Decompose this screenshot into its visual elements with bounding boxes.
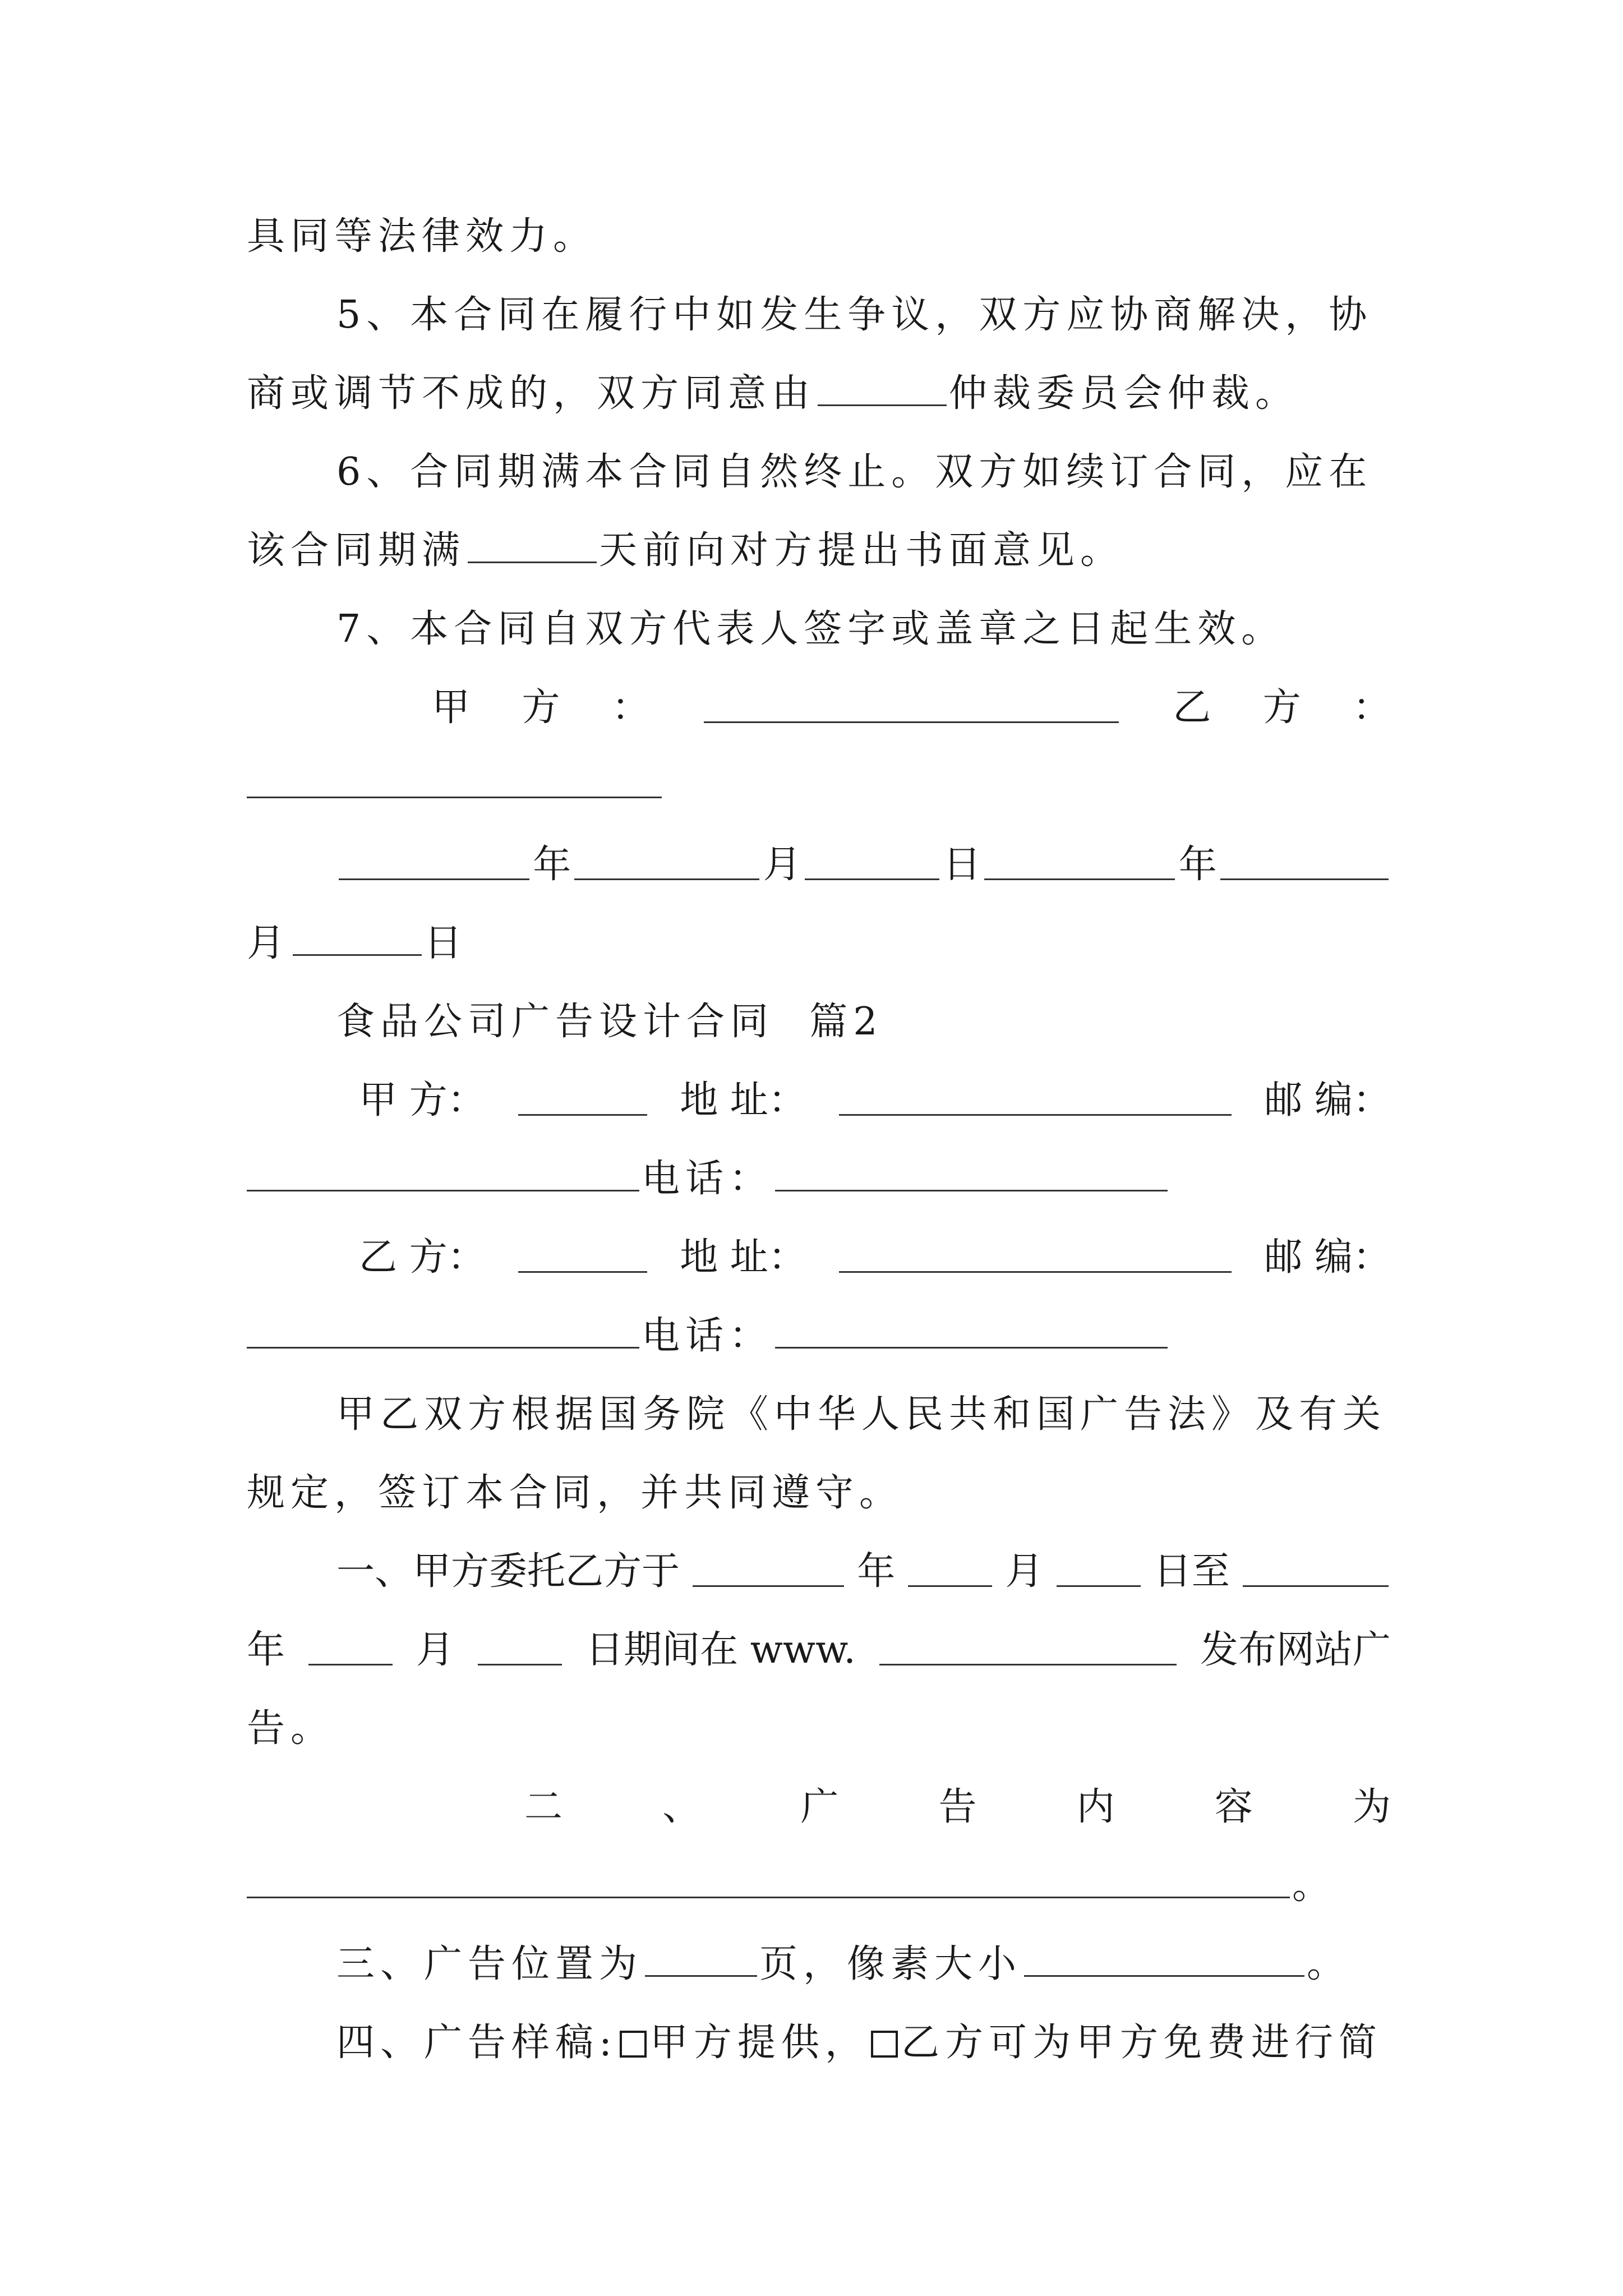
text-span: 乙方可为甲方免费进行简 <box>901 2021 1382 2065</box>
clause-two <box>524 1779 1391 1835</box>
clause-two-cont <box>247 1858 1391 1914</box>
year-label: 年 <box>247 1628 285 1672</box>
month-blank[interactable] <box>308 1636 393 1665</box>
party-a-char: ： <box>611 685 650 730</box>
clause-6: 6、合同期满本合同自然终止。双方如续订合同，应在 <box>336 450 1373 494</box>
phone-blank[interactable] <box>775 1153 1168 1191</box>
page-blank[interactable] <box>645 1938 757 1977</box>
text-span: 甲方提供， <box>649 2021 869 2065</box>
clause-two-char: 、 <box>662 1785 701 1829</box>
clause-one-end: 告。 <box>247 1706 335 1751</box>
website-blank[interactable] <box>879 1636 1177 1665</box>
ad-content-blank[interactable] <box>247 1860 1290 1898</box>
postcode-blank[interactable] <box>247 1310 639 1349</box>
party-b-label: 乙 方： <box>359 1235 486 1280</box>
year-blank[interactable] <box>984 850 1175 880</box>
text-span: 发布网站广 <box>1200 1628 1391 1672</box>
month-blank[interactable] <box>1220 850 1389 880</box>
clause-one <box>336 1544 1391 1600</box>
clause-5: 5、本合同在履行中如发生争议，双方应协商解决，协 <box>336 293 1373 337</box>
text-span: 日期间在 www. <box>585 1628 856 1672</box>
text-span: 商或调节不成的，双方同意由 <box>247 371 816 416</box>
day-blank[interactable] <box>1057 1557 1141 1587</box>
clause-two-char: 二 <box>524 1785 563 1829</box>
clause-two-char: 告 <box>938 1785 977 1829</box>
phone-label: 电话： <box>642 1314 773 1358</box>
month-blank[interactable] <box>908 1557 992 1587</box>
clause-four <box>336 2015 1391 2071</box>
checkbox-party-a[interactable] <box>620 2031 647 2058</box>
party-a-char: 甲 <box>432 685 471 730</box>
clause-two-char: 容 <box>1214 1785 1253 1829</box>
day-blank[interactable] <box>805 850 939 880</box>
party-b-char: ： <box>1352 685 1391 730</box>
party-b-name-blank[interactable] <box>518 1243 647 1273</box>
year-blank[interactable] <box>693 1557 844 1587</box>
text-span: 日至 <box>1153 1549 1230 1594</box>
day-blank[interactable] <box>293 917 422 956</box>
phone-blank[interactable] <box>775 1310 1168 1349</box>
party-a-signature-blank[interactable] <box>704 693 1119 723</box>
month-blank[interactable] <box>574 850 759 880</box>
party-b-info-cont <box>247 1308 1391 1364</box>
address-label: 地 址： <box>680 1235 806 1280</box>
address-label: 地 址： <box>680 1078 806 1122</box>
pixel-size-blank[interactable] <box>1024 1938 1304 1977</box>
postcode-label: 邮 编： <box>1264 1078 1391 1122</box>
text-span: 天前向对方提出书面意见。 <box>599 528 1124 573</box>
year-label: 年 <box>857 1549 896 1594</box>
text-line: 具同等法律效力。 <box>247 214 597 259</box>
party-b-char: 乙 <box>1173 685 1211 730</box>
sign-date-line <box>336 837 1391 893</box>
party-b-signature-blank[interactable] <box>247 797 662 798</box>
postcode-blank[interactable] <box>247 1153 639 1191</box>
party-b-char: 方 <box>1262 685 1301 730</box>
clause-5-cont <box>247 366 1391 422</box>
text-span: 仲裁委员会仲裁。 <box>949 371 1299 416</box>
month-label: 月 <box>416 1628 455 1672</box>
party-signature-line <box>432 680 1391 736</box>
day-label: 日 <box>424 921 468 965</box>
party-a-label: 甲 方： <box>359 1078 486 1122</box>
year-blank[interactable] <box>339 850 529 880</box>
text-span: 该合同期满 <box>247 528 466 573</box>
checkbox-party-b[interactable] <box>871 2031 898 2058</box>
sign-date-line-cont <box>247 915 1391 972</box>
party-a-char: 方 <box>522 685 560 730</box>
phone-label: 电话： <box>642 1157 773 1201</box>
text-span: 。 <box>1307 1942 1351 1986</box>
month-label: 月 <box>247 921 291 965</box>
text-span: 一、甲方委托乙方于 <box>336 1549 680 1594</box>
fill-blank[interactable] <box>468 524 597 563</box>
preamble-cont: 规定，签订本合同，并共同遵守。 <box>247 1471 903 1515</box>
party-a-info-cont <box>247 1151 1391 1207</box>
address-blank[interactable] <box>839 1086 1232 1116</box>
contract-title: 食品公司广告设计合同 篇2 <box>336 1000 883 1044</box>
month-label: 月 <box>1005 1549 1044 1594</box>
year-label: 年 <box>533 843 571 887</box>
day-label: 日 <box>943 843 981 887</box>
clause-two-char: 广 <box>800 1785 839 1829</box>
address-blank[interactable] <box>839 1243 1232 1273</box>
year-blank[interactable] <box>1243 1557 1389 1587</box>
text-span: 页，像素大小 <box>759 1942 1022 1986</box>
party-b-info <box>359 1230 1391 1286</box>
text-span: 四、广告样稿: <box>336 2021 617 2065</box>
clause-three <box>336 1936 1391 1993</box>
preamble: 甲乙双方根据国务院《中华人民共和国广告法》及有关 <box>336 1392 1387 1437</box>
text-span: 三、广告位置为 <box>336 1942 643 1986</box>
text-span: 。 <box>1292 1864 1336 1908</box>
clause-one-cont <box>247 1622 1391 1678</box>
year-label: 年 <box>1178 843 1217 887</box>
clause-two-char: 为 <box>1352 1785 1391 1829</box>
day-blank[interactable] <box>478 1636 562 1665</box>
clause-6-cont <box>247 523 1391 579</box>
clause-7: 7、本合同自双方代表人签字或盖章之日起生效。 <box>336 607 1285 651</box>
party-a-name-blank[interactable] <box>518 1086 647 1116</box>
party-a-info <box>359 1073 1391 1129</box>
month-label: 月 <box>763 843 801 887</box>
postcode-label: 邮 编： <box>1264 1235 1391 1280</box>
fill-blank[interactable] <box>818 367 947 406</box>
clause-two-char: 内 <box>1076 1785 1115 1829</box>
